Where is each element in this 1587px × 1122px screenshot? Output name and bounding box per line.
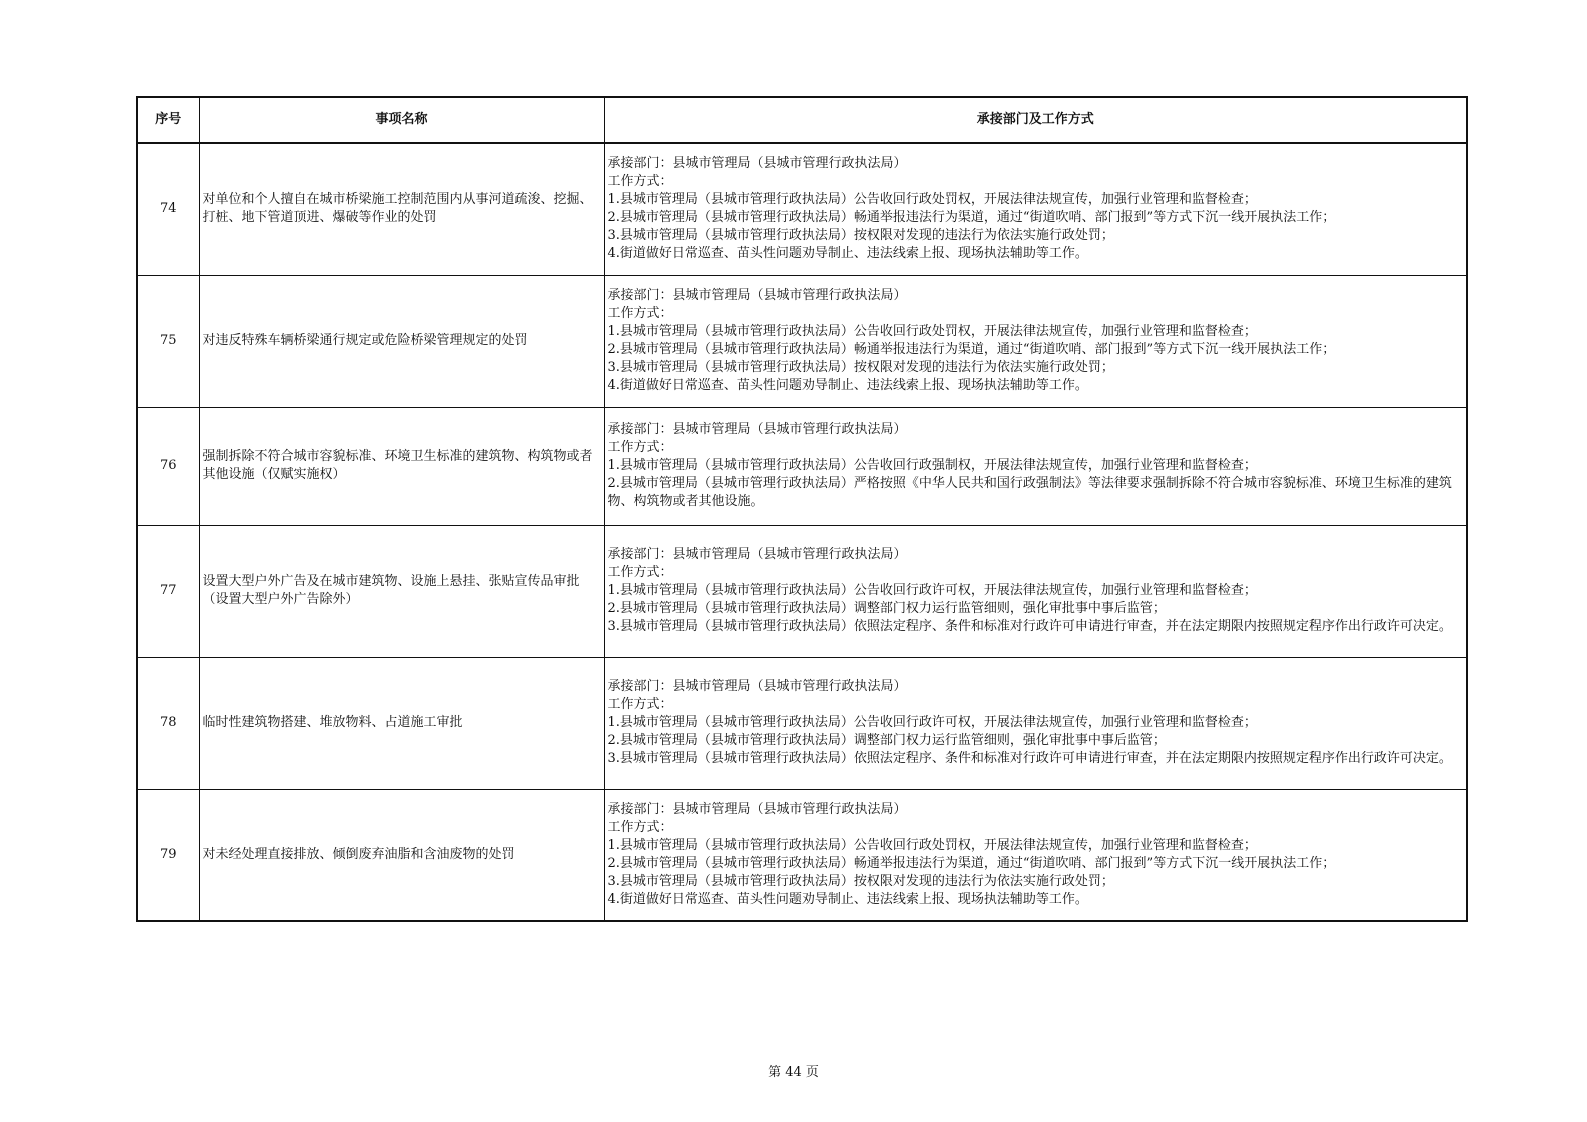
table-row xyxy=(137,789,1467,921)
work-method-line: 3.县城市管理局（县城市管理行政执法局）按权限对发现的违法行为依法实施行政处罚； xyxy=(607,360,1114,375)
work-method-line: 承接部门：县城市管理局（县城市管理行政执法局） xyxy=(607,422,907,437)
matter-name-cell: 对未经处理直接排放、倾倒废弃油脂和含油废物的处罚 xyxy=(199,789,604,921)
work-method-line: 3.县城市管理局（县城市管理行政执法局）按权限对发现的违法行为依法实施行政处罚； xyxy=(607,873,1114,889)
header-matter-name: 事项名称 xyxy=(199,97,604,143)
serial-number-cell: 76 xyxy=(137,407,199,525)
serial-number-cell: 78 xyxy=(137,657,199,789)
serial-number-cell: 74 xyxy=(137,143,199,275)
work-method-line: 4.街道做好日常巡查、苗头性问题劝导制止、违法线索上报、现场执法辅助等工作。 xyxy=(607,891,1088,907)
work-method-line: 1.县城市管理局（县城市管理行政执法局）公告收回行政许可权，开展法律法规宣传，加强行业管理和监督检查； xyxy=(607,715,1257,730)
work-method-line: 承接部门：县城市管理局（县城市管理行政执法局） xyxy=(607,156,907,172)
work-method-line: 工作方式： xyxy=(607,306,673,321)
work-method-line: 承接部门：县城市管理局（县城市管理行政执法局） xyxy=(607,679,907,694)
work-method-line: 工作方式： xyxy=(607,565,673,580)
department-method-cell xyxy=(604,789,1467,921)
department-method-cell xyxy=(604,525,1467,657)
work-method-line: 3.县城市管理局（县城市管理行政执法局）依照法定程序、条件和标准对行政许可申请进行审查，并在法定期限内按照规定程序作出行政许可决定。 xyxy=(607,751,1452,766)
work-method-line: 2.县城市管理局（县城市管理行政执法局）畅通举报违法行为渠道，通过“街道吹哨、部门报到”等方式下沉一线开展执法工作； xyxy=(607,342,1336,357)
work-method-line: 3.县城市管理局（县城市管理行政执法局）依照法定程序、条件和标准对行政许可申请进行审查，并在法定期限内按照规定程序作出行政许可决定。 xyxy=(607,619,1452,634)
matter-name-cell: 强制拆除不符合城市容貌标准、环境卫生标准的建筑物、构筑物或者其他设施（仅赋实施权） xyxy=(199,407,604,525)
serial-number-cell: 75 xyxy=(137,275,199,407)
table-row xyxy=(137,275,1467,407)
table-body xyxy=(137,143,1467,921)
work-method-line: 4.街道做好日常巡查、苗头性问题劝导制止、违法线索上报、现场执法辅助等工作。 xyxy=(607,378,1088,393)
department-method-cell xyxy=(604,275,1467,407)
work-method-line: 1.县城市管理局（县城市管理行政执法局）公告收回行政强制权，开展法律法规宣传，加强行业管理和监督检查； xyxy=(607,458,1257,473)
work-method-line: 承接部门：县城市管理局（县城市管理行政执法局） xyxy=(607,288,907,303)
work-method-line: 2.县城市管理局（县城市管理行政执法局）调整部门权力运行监管细则，强化审批事中事后监管； xyxy=(607,733,1166,748)
matter-name-cell: 对单位和个人擅自在城市桥梁施工控制范围内从事河道疏浚、挖掘、打桩、地下管道顶进、爆破等作业的处罚 xyxy=(199,143,604,275)
department-method-cell xyxy=(604,657,1467,789)
table-row xyxy=(137,407,1467,525)
matter-name-cell: 临时性建筑物搭建、堆放物料、占道施工审批 xyxy=(199,657,604,789)
matters-table xyxy=(136,96,1468,922)
serial-number-cell: 77 xyxy=(137,525,199,657)
work-method-line: 2.县城市管理局（县城市管理行政执法局）调整部门权力运行监管细则，强化审批事中事后监管； xyxy=(607,601,1166,616)
work-method-line: 承接部门：县城市管理局（县城市管理行政执法局） xyxy=(607,547,907,562)
work-method-line: 承接部门：县城市管理局（县城市管理行政执法局） xyxy=(607,801,907,817)
table-row xyxy=(137,525,1467,657)
work-method-line: 2.县城市管理局（县城市管理行政执法局）畅通举报违法行为渠道，通过“街道吹哨、部门报到”等方式下沉一线开展执法工作； xyxy=(607,855,1336,871)
work-method-line: 工作方式： xyxy=(607,440,673,455)
work-method-line: 工作方式： xyxy=(607,697,673,712)
table-row xyxy=(137,657,1467,789)
work-method-line: 1.县城市管理局（县城市管理行政执法局）公告收回行政处罚权，开展法律法规宣传，加强行业管理和监督检查； xyxy=(607,324,1257,339)
work-method-line: 工作方式： xyxy=(607,819,673,835)
department-method-cell xyxy=(604,407,1467,525)
matter-name-cell: 设置大型户外广告及在城市建筑物、设施上悬挂、张贴宣传品审批（设置大型户外广告除外） xyxy=(199,525,604,657)
department-method-cell xyxy=(604,143,1467,275)
serial-number-cell: 79 xyxy=(137,789,199,921)
work-method-line: 工作方式： xyxy=(607,174,673,190)
work-method-line: 1.县城市管理局（县城市管理行政执法局）公告收回行政处罚权，开展法律法规宣传，加强行业管理和监督检查； xyxy=(607,192,1257,208)
work-method-line: 2.县城市管理局（县城市管理行政执法局）严格按照《中华人民共和国行政强制法》等法律要求强制拆除不符合城市容貌标准、环境卫生标准的建筑物、构筑物或者其他设施。 xyxy=(607,476,1452,509)
header-department-and-method: 承接部门及工作方式 xyxy=(604,97,1467,143)
work-method-line: 3.县城市管理局（县城市管理行政执法局）按权限对发现的违法行为依法实施行政处罚； xyxy=(607,228,1114,244)
header-serial-number: 序号 xyxy=(137,97,199,143)
page-number: 第 44 页 xyxy=(768,1065,819,1080)
work-method-line: 1.县城市管理局（县城市管理行政执法局）公告收回行政许可权，开展法律法规宣传，加强行业管理和监督检查； xyxy=(607,583,1257,598)
table-header-row xyxy=(137,97,1467,143)
work-method-line: 2.县城市管理局（县城市管理行政执法局）畅通举报违法行为渠道，通过“街道吹哨、部门报到”等方式下沉一线开展执法工作； xyxy=(607,210,1336,226)
matter-name-cell: 对违反特殊车辆桥梁通行规定或危险桥梁管理规定的处罚 xyxy=(199,275,604,407)
work-method-line: 1.县城市管理局（县城市管理行政执法局）公告收回行政处罚权，开展法律法规宣传，加强行业管理和监督检查； xyxy=(607,837,1257,853)
work-method-line: 4.街道做好日常巡查、苗头性问题劝导制止、违法线索上报、现场执法辅助等工作。 xyxy=(607,246,1088,262)
table-row xyxy=(137,143,1467,275)
